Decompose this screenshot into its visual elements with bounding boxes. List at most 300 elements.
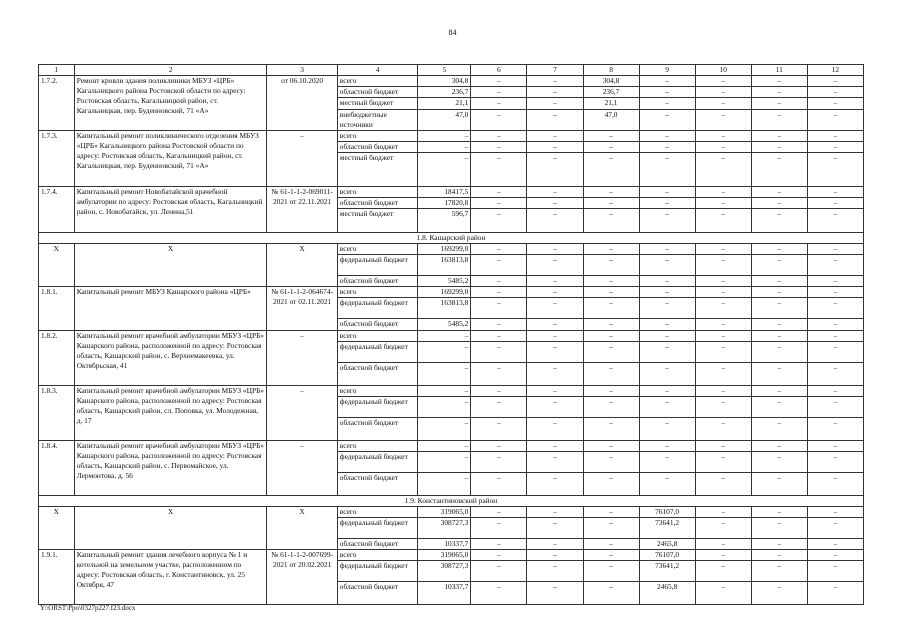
- funding-source: всего: [337, 331, 418, 342]
- value-cell: –: [751, 287, 807, 298]
- header-cell: 4: [337, 65, 418, 76]
- table-row: [39, 507, 864, 518]
- value-cell: –: [751, 131, 807, 142]
- value-cell: 169299,0: [418, 244, 471, 255]
- item-number: Х: [39, 507, 75, 550]
- value-cell: –: [639, 319, 695, 331]
- value-cell: –: [418, 363, 471, 386]
- value-cell: –: [527, 276, 583, 287]
- value-cell: –: [807, 87, 863, 98]
- funding-source: местный бюджет: [337, 209, 418, 233]
- value-cell: –: [471, 319, 527, 331]
- value-cell: –: [695, 582, 751, 605]
- item-name: Капитальный ремонт здания лечебного корпуса № 1 и котельной на земельном участке, расположенном по адресу: Ростовская область, г. Константиновск, ул. 25 Октября, 47: [74, 550, 267, 605]
- footer-file-path: Y:\ORST\Ppo\0327p227.f23.docx: [40, 604, 136, 612]
- funding-source: всего: [337, 386, 418, 397]
- value-cell: –: [418, 153, 471, 187]
- value-cell: –: [583, 287, 639, 298]
- value-cell: –: [471, 142, 527, 153]
- value-cell: –: [639, 276, 695, 287]
- value-cell: –: [527, 131, 583, 142]
- value-cell: –: [639, 287, 695, 298]
- item-name: Капитальный ремонт поликлинического отделения МБУЗ «ЦРБ» Кагальницкого района Ростовской области по адресу: Ростовская область, Кагальницкий район, ст. Кагальницкая, пер. Буденновский, 71 «А»: [74, 131, 267, 187]
- value-cell: –: [471, 276, 527, 287]
- value-cell: –: [527, 518, 583, 539]
- value-cell: –: [527, 331, 583, 342]
- value-cell: –: [527, 244, 583, 255]
- value-cell: –: [639, 255, 695, 276]
- value-cell: –: [807, 131, 863, 142]
- value-cell: –: [807, 255, 863, 276]
- value-cell: –: [695, 76, 751, 87]
- value-cell: 18417,5: [418, 187, 471, 198]
- value-cell: –: [471, 452, 527, 473]
- table-row: [39, 331, 864, 342]
- item-number: Х: [39, 244, 75, 287]
- value-cell: –: [807, 76, 863, 87]
- table-row: [39, 76, 864, 87]
- value-cell: –: [751, 244, 807, 255]
- value-cell: –: [471, 539, 527, 550]
- value-cell: 5485,2: [418, 319, 471, 331]
- value-cell: –: [471, 298, 527, 319]
- value-cell: –: [751, 518, 807, 539]
- value-cell: –: [807, 209, 863, 233]
- value-cell: –: [751, 473, 807, 496]
- value-cell: –: [751, 363, 807, 386]
- value-cell: 5485,2: [418, 276, 471, 287]
- value-cell: –: [471, 561, 527, 582]
- table-row: [39, 386, 864, 397]
- value-cell: 2465,8: [639, 582, 695, 605]
- value-cell: –: [807, 331, 863, 342]
- value-cell: –: [751, 276, 807, 287]
- value-cell: –: [583, 131, 639, 142]
- value-cell: 2465,8: [639, 539, 695, 550]
- value-cell: –: [471, 110, 527, 131]
- value-cell: –: [751, 209, 807, 233]
- value-cell: –: [471, 418, 527, 441]
- value-cell: –: [751, 255, 807, 276]
- funding-source: всего: [337, 187, 418, 198]
- value-cell: –: [695, 110, 751, 131]
- value-cell: –: [418, 142, 471, 153]
- value-cell: –: [695, 287, 751, 298]
- funding-source: областной бюджет: [337, 319, 418, 331]
- value-cell: –: [695, 539, 751, 550]
- value-cell: –: [583, 418, 639, 441]
- item-number: 1.7.2.: [39, 76, 75, 131]
- value-cell: –: [471, 287, 527, 298]
- value-cell: –: [527, 76, 583, 87]
- funding-source: федеральный бюджет: [337, 561, 418, 582]
- item-number: 1.8.1.: [39, 287, 75, 331]
- value-cell: –: [807, 507, 863, 518]
- value-cell: –: [695, 441, 751, 452]
- value-cell: 308727,3: [418, 518, 471, 539]
- value-cell: –: [751, 153, 807, 187]
- value-cell: –: [807, 397, 863, 418]
- header-cell: 8: [583, 65, 639, 76]
- value-cell: –: [751, 331, 807, 342]
- value-cell: –: [695, 131, 751, 142]
- value-cell: –: [751, 110, 807, 131]
- value-cell: –: [807, 319, 863, 331]
- value-cell: –: [639, 418, 695, 441]
- item-document: № 61-1-1-2-007699-2021 от 20.02.2021: [267, 550, 337, 605]
- value-cell: –: [751, 418, 807, 441]
- header-cell: 7: [527, 65, 583, 76]
- value-cell: –: [583, 363, 639, 386]
- value-cell: –: [751, 342, 807, 363]
- value-cell: –: [751, 87, 807, 98]
- value-cell: –: [639, 198, 695, 209]
- item-name: Капитальный ремонт врачебной амбулатории МБУЗ «ЦРБ» Кашарского района, расположенной по адресу: Ростовская область, Кашарский район, сл. Поповка, ул. Молодежная, д. 17: [74, 386, 267, 441]
- value-cell: –: [695, 507, 751, 518]
- value-cell: 308727,3: [418, 561, 471, 582]
- value-cell: 236,7: [583, 87, 639, 98]
- page-number: 84: [448, 28, 457, 37]
- funding-source: всего: [337, 131, 418, 142]
- value-cell: –: [695, 153, 751, 187]
- value-cell: –: [583, 386, 639, 397]
- value-cell: –: [527, 209, 583, 233]
- header-cell: 11: [751, 65, 807, 76]
- table-body: [39, 65, 864, 605]
- value-cell: –: [751, 386, 807, 397]
- value-cell: –: [527, 255, 583, 276]
- value-cell: –: [583, 331, 639, 342]
- value-cell: –: [527, 550, 583, 561]
- value-cell: –: [527, 98, 583, 110]
- table-row: [39, 287, 864, 298]
- value-cell: –: [471, 209, 527, 233]
- value-cell: –: [807, 198, 863, 209]
- header-cell: 6: [471, 65, 527, 76]
- value-cell: –: [639, 441, 695, 452]
- value-cell: –: [527, 187, 583, 198]
- item-document: № 61-1-1-2-069011-2021 от 22.11.2021: [267, 187, 337, 233]
- funding-source: областной бюджет: [337, 363, 418, 386]
- value-cell: 76107,0: [639, 550, 695, 561]
- funding-source: местный бюджет: [337, 98, 418, 110]
- header-cell: 5: [418, 65, 471, 76]
- value-cell: –: [639, 87, 695, 98]
- value-cell: –: [695, 452, 751, 473]
- value-cell: –: [583, 209, 639, 233]
- value-cell: –: [471, 331, 527, 342]
- header-row: [39, 65, 864, 76]
- value-cell: –: [751, 98, 807, 110]
- header-cell: 2: [74, 65, 267, 76]
- value-cell: –: [418, 452, 471, 473]
- funding-source: областной бюджет: [337, 198, 418, 209]
- value-cell: –: [527, 582, 583, 605]
- value-cell: –: [751, 187, 807, 198]
- value-cell: –: [471, 76, 527, 87]
- value-cell: 596,7: [418, 209, 471, 233]
- value-cell: –: [639, 397, 695, 418]
- value-cell: –: [471, 244, 527, 255]
- value-cell: –: [527, 87, 583, 98]
- value-cell: –: [751, 441, 807, 452]
- value-cell: 304,8: [418, 76, 471, 87]
- item-name: Капитальный ремонт МБУЗ Кашарского района «ЦРБ»: [74, 287, 267, 331]
- value-cell: –: [639, 153, 695, 187]
- value-cell: –: [418, 331, 471, 342]
- value-cell: –: [807, 582, 863, 605]
- funding-source: всего: [337, 287, 418, 298]
- header-cell: 10: [695, 65, 751, 76]
- value-cell: –: [639, 76, 695, 87]
- funding-source: федеральный бюджет: [337, 255, 418, 276]
- value-cell: –: [639, 98, 695, 110]
- value-cell: –: [751, 319, 807, 331]
- value-cell: –: [471, 386, 527, 397]
- item-number: 1.7.4.: [39, 187, 75, 233]
- value-cell: –: [583, 319, 639, 331]
- value-cell: –: [695, 244, 751, 255]
- section-title: 1.9. Константиновский район: [39, 496, 864, 507]
- value-cell: –: [583, 142, 639, 153]
- funding-source: федеральный бюджет: [337, 452, 418, 473]
- value-cell: –: [695, 473, 751, 496]
- value-cell: 304,8: [583, 76, 639, 87]
- item-document: –: [267, 131, 337, 187]
- value-cell: –: [527, 452, 583, 473]
- value-cell: –: [639, 187, 695, 198]
- value-cell: –: [751, 582, 807, 605]
- value-cell: 73641,2: [639, 561, 695, 582]
- value-cell: –: [583, 255, 639, 276]
- value-cell: –: [751, 298, 807, 319]
- value-cell: –: [527, 342, 583, 363]
- value-cell: –: [695, 142, 751, 153]
- value-cell: –: [418, 473, 471, 496]
- value-cell: –: [418, 342, 471, 363]
- value-cell: –: [807, 110, 863, 131]
- value-cell: –: [471, 198, 527, 209]
- value-cell: –: [583, 550, 639, 561]
- header-cell: 3: [267, 65, 337, 76]
- value-cell: –: [527, 142, 583, 153]
- value-cell: –: [695, 397, 751, 418]
- value-cell: –: [695, 198, 751, 209]
- funding-source: областной бюджет: [337, 539, 418, 550]
- value-cell: –: [583, 397, 639, 418]
- value-cell: –: [527, 507, 583, 518]
- table-row: [39, 441, 864, 452]
- value-cell: –: [583, 518, 639, 539]
- value-cell: –: [527, 386, 583, 397]
- header-cell: 1: [39, 65, 75, 76]
- item-number: 1.8.2.: [39, 331, 75, 386]
- value-cell: –: [807, 187, 863, 198]
- value-cell: 47,0: [583, 110, 639, 131]
- value-cell: –: [807, 550, 863, 561]
- value-cell: –: [583, 441, 639, 452]
- value-cell: –: [751, 507, 807, 518]
- funding-source: всего: [337, 244, 418, 255]
- funding-source: федеральный бюджет: [337, 298, 418, 319]
- item-name: Х: [74, 244, 267, 287]
- item-name: Капитальный ремонт врачебной амбулатории МБУЗ «ЦРБ» Кашарского района, расположенной по адресу: Ростовская область, Кашарский район, с. Первомайское, ул. Лермонтова, д. 56: [74, 441, 267, 496]
- item-name: Капитальный ремонт врачебной амбулатории МБУЗ «ЦРБ» Кашарского района, расположенной по адресу: Ростовская область, Кашарский район, с. Верхнемакеевка, ул. Октябрьская, 41: [74, 331, 267, 386]
- value-cell: –: [807, 142, 863, 153]
- header-cell: 9: [639, 65, 695, 76]
- funding-source: областной бюджет: [337, 87, 418, 98]
- value-cell: –: [807, 561, 863, 582]
- value-cell: –: [471, 187, 527, 198]
- value-cell: –: [527, 153, 583, 187]
- table-row: [39, 550, 864, 561]
- funding-source: областной бюджет: [337, 473, 418, 496]
- funding-source: всего: [337, 507, 418, 518]
- value-cell: –: [639, 363, 695, 386]
- value-cell: 76107,0: [639, 507, 695, 518]
- value-cell: –: [527, 287, 583, 298]
- value-cell: –: [695, 187, 751, 198]
- value-cell: –: [527, 397, 583, 418]
- value-cell: –: [527, 198, 583, 209]
- value-cell: –: [807, 244, 863, 255]
- value-cell: –: [695, 550, 751, 561]
- value-cell: –: [418, 131, 471, 142]
- value-cell: –: [695, 331, 751, 342]
- value-cell: –: [807, 473, 863, 496]
- value-cell: 169299,0: [418, 287, 471, 298]
- funding-source: областной бюджет: [337, 418, 418, 441]
- value-cell: –: [639, 244, 695, 255]
- value-cell: –: [471, 441, 527, 452]
- value-cell: –: [418, 441, 471, 452]
- section-row: [39, 233, 864, 244]
- value-cell: –: [583, 582, 639, 605]
- item-document: Х: [267, 507, 337, 550]
- value-cell: –: [418, 397, 471, 418]
- value-cell: 17820,8: [418, 198, 471, 209]
- value-cell: –: [583, 539, 639, 550]
- value-cell: –: [807, 153, 863, 187]
- value-cell: –: [583, 187, 639, 198]
- value-cell: –: [807, 518, 863, 539]
- value-cell: 236,7: [418, 87, 471, 98]
- value-cell: –: [527, 418, 583, 441]
- budget-table: [38, 64, 864, 605]
- value-cell: 21,1: [418, 98, 471, 110]
- value-cell: –: [471, 363, 527, 386]
- value-cell: –: [418, 386, 471, 397]
- value-cell: –: [639, 386, 695, 397]
- value-cell: 319065,0: [418, 507, 471, 518]
- value-cell: –: [583, 507, 639, 518]
- value-cell: –: [751, 452, 807, 473]
- value-cell: –: [639, 142, 695, 153]
- item-name: Ремонт кровли здания поликлиники МБУЗ «ЦРБ» Кагальницкого района Ростовской области по адресу: Ростовская область, Кагальницкий район, ст. Кагальницкая, пер. Буденновский, 71 «А»: [74, 76, 267, 131]
- value-cell: –: [471, 507, 527, 518]
- value-cell: –: [527, 363, 583, 386]
- value-cell: –: [583, 244, 639, 255]
- table-row: [39, 244, 864, 255]
- item-document: –: [267, 331, 337, 386]
- value-cell: –: [807, 98, 863, 110]
- funding-source: федеральный бюджет: [337, 342, 418, 363]
- value-cell: –: [695, 276, 751, 287]
- value-cell: –: [639, 209, 695, 233]
- funding-source: областной бюджет: [337, 142, 418, 153]
- item-number: 1.9.1.: [39, 550, 75, 605]
- table-row: [39, 131, 864, 142]
- value-cell: –: [471, 131, 527, 142]
- funding-source: областной бюджет: [337, 276, 418, 287]
- value-cell: –: [695, 255, 751, 276]
- value-cell: –: [695, 363, 751, 386]
- value-cell: –: [471, 473, 527, 496]
- value-cell: –: [751, 142, 807, 153]
- value-cell: –: [751, 561, 807, 582]
- value-cell: –: [751, 397, 807, 418]
- section-row: [39, 496, 864, 507]
- value-cell: –: [639, 452, 695, 473]
- funding-source: местный бюджет: [337, 153, 418, 187]
- value-cell: –: [471, 87, 527, 98]
- value-cell: –: [695, 518, 751, 539]
- value-cell: –: [807, 441, 863, 452]
- funding-source: внебюджетные источники: [337, 110, 418, 131]
- value-cell: –: [751, 550, 807, 561]
- value-cell: –: [807, 287, 863, 298]
- value-cell: 47,0: [418, 110, 471, 131]
- funding-source: всего: [337, 441, 418, 452]
- value-cell: –: [471, 518, 527, 539]
- value-cell: –: [527, 539, 583, 550]
- value-cell: –: [695, 98, 751, 110]
- item-document: –: [267, 386, 337, 441]
- value-cell: –: [583, 342, 639, 363]
- value-cell: –: [471, 397, 527, 418]
- value-cell: –: [695, 298, 751, 319]
- item-name: Х: [74, 507, 267, 550]
- value-cell: –: [639, 473, 695, 496]
- value-cell: –: [639, 342, 695, 363]
- value-cell: –: [695, 386, 751, 397]
- value-cell: –: [695, 319, 751, 331]
- value-cell: –: [583, 473, 639, 496]
- value-cell: –: [751, 76, 807, 87]
- value-cell: –: [583, 561, 639, 582]
- value-cell: –: [418, 418, 471, 441]
- value-cell: –: [583, 452, 639, 473]
- value-cell: –: [807, 418, 863, 441]
- value-cell: –: [583, 276, 639, 287]
- value-cell: –: [807, 342, 863, 363]
- header-cell: 12: [807, 65, 863, 76]
- funding-source: всего: [337, 550, 418, 561]
- value-cell: –: [695, 87, 751, 98]
- value-cell: –: [471, 98, 527, 110]
- value-cell: –: [471, 342, 527, 363]
- value-cell: –: [527, 441, 583, 452]
- funding-source: всего: [337, 76, 418, 87]
- section-title: 1.8. Кашарский район: [39, 233, 864, 244]
- value-cell: –: [471, 582, 527, 605]
- value-cell: –: [807, 298, 863, 319]
- item-number: 1.7.3.: [39, 131, 75, 187]
- value-cell: 163813,8: [418, 255, 471, 276]
- value-cell: –: [527, 110, 583, 131]
- value-cell: –: [527, 319, 583, 331]
- value-cell: 163813,8: [418, 298, 471, 319]
